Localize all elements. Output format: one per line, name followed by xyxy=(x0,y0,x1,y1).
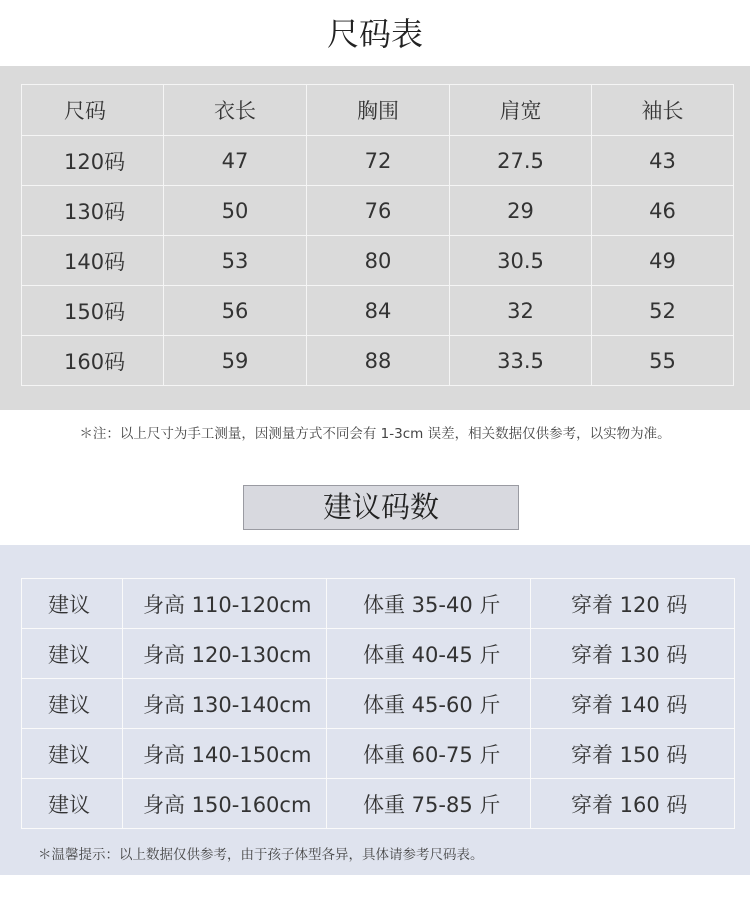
chest-cell: 88 xyxy=(307,336,450,386)
size-cell: 130码 xyxy=(22,186,164,236)
chest-cell: 72 xyxy=(307,136,450,186)
shoulder-cell: 27.5 xyxy=(450,136,592,186)
height-cell: 身高 110-120cm xyxy=(123,579,327,629)
shoulder-cell: 29 xyxy=(450,186,592,236)
height-cell: 身高 130-140cm xyxy=(123,679,327,729)
suggest-label-cell: 建议 xyxy=(22,729,123,779)
header-cell: 尺码 xyxy=(22,85,164,136)
suggestion-note: ＊温馨提示：以上数据仅供参考，由于孩子体型各异，具体请参考尺码表。 xyxy=(38,847,484,863)
table-row xyxy=(22,336,734,386)
size-chart-header-row xyxy=(22,85,734,136)
size-chart-note: ＊注：以上尺寸为手工测量，因测量方式不同会有 1-3cm 误差，相关数据仅供参考，以实物为准。 xyxy=(79,426,671,442)
sleeve-cell: 43 xyxy=(592,136,734,186)
length-cell: 50 xyxy=(164,186,307,236)
size-chart-title: 尺码表 xyxy=(326,15,423,53)
header-cell: 衣长 xyxy=(164,85,307,136)
size-cell: 140码 xyxy=(22,236,164,286)
sleeve-cell: 49 xyxy=(592,236,734,286)
size-cell: 150码 xyxy=(22,286,164,336)
sleeve-cell: 55 xyxy=(592,336,734,386)
weight-cell: 体重 40-45 斤 xyxy=(327,629,531,679)
table-row xyxy=(22,729,735,779)
size-cell: 120码 xyxy=(22,136,164,186)
size-cell: 160码 xyxy=(22,336,164,386)
shoulder-cell: 32 xyxy=(450,286,592,336)
wear-size-cell: 穿着 120 码 xyxy=(531,579,735,629)
table-row xyxy=(22,236,734,286)
chest-cell: 84 xyxy=(307,286,450,336)
length-cell: 53 xyxy=(164,236,307,286)
sleeve-cell: 52 xyxy=(592,286,734,336)
length-cell: 47 xyxy=(164,136,307,186)
table-row xyxy=(22,286,734,336)
header-cell: 胸围 xyxy=(307,85,450,136)
height-cell: 身高 150-160cm xyxy=(123,779,327,829)
weight-cell: 体重 45-60 斤 xyxy=(327,679,531,729)
height-cell: 身高 140-150cm xyxy=(123,729,327,779)
table-row xyxy=(22,136,734,186)
suggest-label-cell: 建议 xyxy=(22,779,123,829)
wear-size-cell: 穿着 160 码 xyxy=(531,779,735,829)
table-row xyxy=(22,779,735,829)
table-row xyxy=(22,186,734,236)
length-cell: 56 xyxy=(164,286,307,336)
header-cell: 肩宽 xyxy=(450,85,592,136)
table-row xyxy=(22,629,735,679)
suggest-label-cell: 建议 xyxy=(22,579,123,629)
suggestion-table xyxy=(21,578,735,829)
header-cell: 袖长 xyxy=(592,85,734,136)
chest-cell: 80 xyxy=(307,236,450,286)
shoulder-cell: 30.5 xyxy=(450,236,592,286)
height-cell: 身高 120-130cm xyxy=(123,629,327,679)
suggestion-title: 建议码数 xyxy=(243,485,519,530)
sleeve-cell: 46 xyxy=(592,186,734,236)
chest-cell: 76 xyxy=(307,186,450,236)
wear-size-cell: 穿着 130 码 xyxy=(531,629,735,679)
wear-size-cell: 穿着 150 码 xyxy=(531,729,735,779)
table-row xyxy=(22,679,735,729)
wear-size-cell: 穿着 140 码 xyxy=(531,679,735,729)
size-chart-table xyxy=(21,84,734,386)
suggest-label-cell: 建议 xyxy=(22,629,123,679)
shoulder-cell: 33.5 xyxy=(450,336,592,386)
suggest-label-cell: 建议 xyxy=(22,679,123,729)
weight-cell: 体重 60-75 斤 xyxy=(327,729,531,779)
length-cell: 59 xyxy=(164,336,307,386)
table-row xyxy=(22,579,735,629)
weight-cell: 体重 75-85 斤 xyxy=(327,779,531,829)
weight-cell: 体重 35-40 斤 xyxy=(327,579,531,629)
